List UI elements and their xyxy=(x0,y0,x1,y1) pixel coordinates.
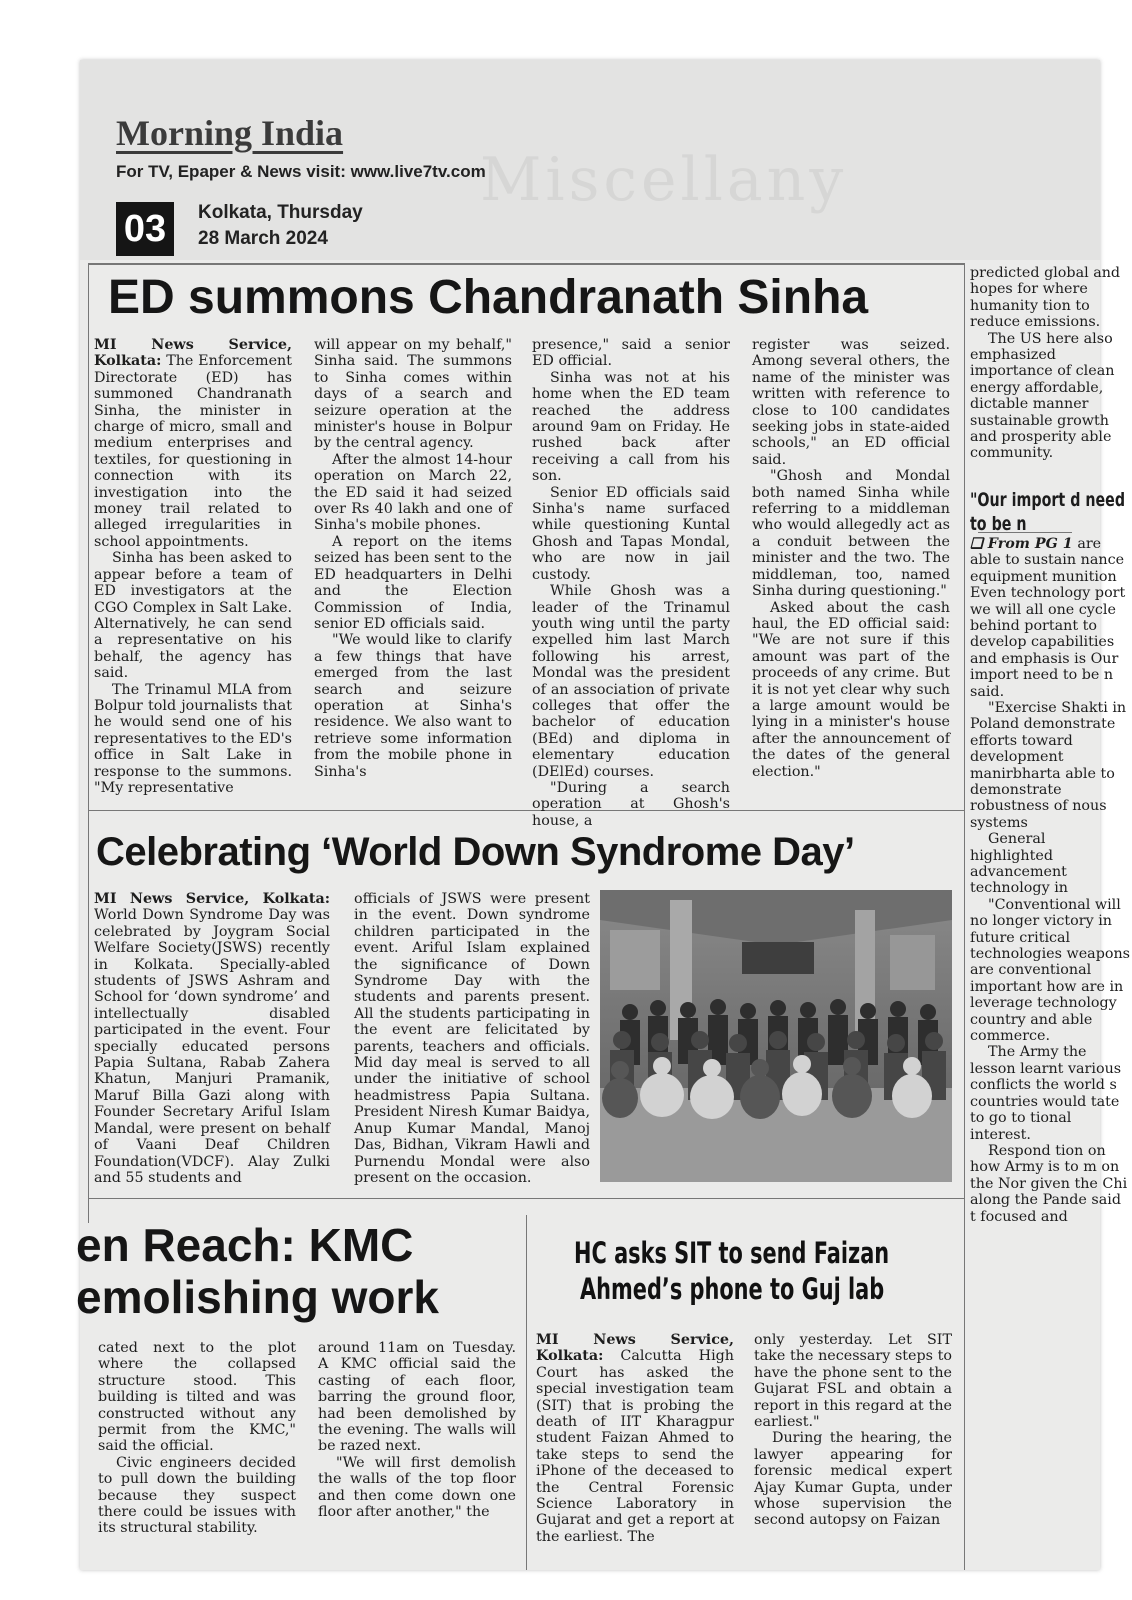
story1-column-4 xyxy=(752,337,950,807)
story1-byline: MI News Service, Kolkata: xyxy=(94,337,292,370)
story3-column-1 xyxy=(98,1340,296,1565)
dateline xyxy=(198,200,363,252)
sidebar-continuation: ❑ From PG 1 xyxy=(970,535,1073,552)
sidebar-column xyxy=(970,265,1130,1565)
story3-column-2 xyxy=(318,1340,516,1565)
story4-paragraph: Calcutta High Court has asked the special investigation team (SIT) that is probing the death of IIT Kharagpur student Faizan Ahmed to take steps to send the iPhone of the deceased to the Central Forensic Science Laboratory in Gujarat and get a report at the earliest. The xyxy=(536,1348,734,1545)
sidebar-paragraph: The US here also emphasized importance of clean energy affordable, dictable manner sustainable growth and prosperity able community. xyxy=(970,330,1115,462)
story4-headline-line1: HC asks SIT to send Faizan xyxy=(574,1236,890,1270)
story2-paragraph: World Down Syndrome Day was celebrated by Joygram Social Welfare Society(JSWS) recently in Kolkata. Specially-abled students of JSWS Ashram and School for ‘down syndrome’ and intellectually disabled participated in the event. Four specially educated persons Papia Sultana, Rabab Zahera Khatun, Manjuri Pramanik, Maruf Billa Gazi along with Founder Secretary Ariful Islam Mandal, were present on behalf of Vaani Deaf Children Foundation(VDCF). Alay Zulki and 55 students and xyxy=(94,907,330,1186)
newspaper-name: Morning India xyxy=(116,113,344,153)
sidebar-headline: "Our import d need to be n xyxy=(970,488,1126,535)
story1-paragraph: Senior ED officials said Sinha's name surfaced while questioning Kuntal Ghosh and Tapas Mondal, who are now in jail custody. xyxy=(532,484,730,583)
story1-paragraph: After the almost 14-hour operation on March 22, the ED said it had seized over Rs 40 lakh and one of Sinha's mobile phones. xyxy=(314,451,512,534)
story1-column-1 xyxy=(94,337,292,807)
story4-paragraph: During the hearing, the lawyer appearing for forensic medical expert Ajay Kumar Gupta, under whose supervision the second autopsy on Faizan xyxy=(754,1430,952,1529)
story4-byline: MI News Service, Kolkata: xyxy=(536,1332,734,1365)
event-group-photo xyxy=(600,890,952,1182)
visit-line: For TV, Epaper & News visit: www.live7tv.com xyxy=(116,162,486,181)
story2-headline: Celebrating ‘World Down Syndrome Day’ xyxy=(96,830,855,874)
sidebar-paragraph: The Army the lesson learnt various conflicts the world s countries would tate to go to tional interest. xyxy=(970,1044,1122,1143)
sidebar-paragraph: are able to sustain nance equipment munition Even technology port we will all one cycle behind portant to develop capabilities and emphasis is Our import need to be n said. xyxy=(970,535,1126,700)
story1-column-3 xyxy=(532,337,730,829)
page-number-badge: 03 xyxy=(116,202,174,256)
story3-paragraph: cated next to the plot where the collapsed structure stood. This building is tilted and was constructed without any permit from the KMC," said the official. xyxy=(98,1340,296,1455)
newspaper-page xyxy=(76,60,1131,1570)
story3-story4-divider xyxy=(526,1215,527,1570)
story1-paragraph: register was seized. Among several others, the name of the minister was written with reference to close to 100 candidates seeking jobs in state-aided schools," an ED official said. xyxy=(752,337,950,468)
story1-paragraph: Sinha has been asked to appear before a team of ED investigators at the CGO Complex in Salt Lake. Alternatively, he can send a representative on his behalf, the agency has said. xyxy=(94,550,292,682)
story1-paragraph: The Enforcement Directorate (ED) has summoned Chandranath Sinha, the minister in charge of micro, small and medium enterprises and textiles, for questioning in connection with its investigation into the money trail related to alleged irregularities in school appointments. xyxy=(94,353,292,550)
story3-paragraph: Civic engineers decided to pull down the building because they suspect there could be issues with its structural stability. xyxy=(98,1454,296,1537)
dateline-date: 28 March 2024 xyxy=(198,228,328,249)
story1-paragraph: Asked about the cash haul, the ED official said: "We are not sure if this amount was part of the proceeds of any crime. But it is not yet clear why such a large amount would be lying in a minister's house after the announcement of the dates of the general election." xyxy=(752,599,950,780)
story2-bottom-rule xyxy=(88,1198,964,1199)
top-rule xyxy=(88,263,964,265)
sidebar-paragraph: "Exercise Shakti in Poland demonstrate efforts toward development manirbharta able to demonstrate robustness of nous systems xyxy=(970,699,1127,831)
story4-headline-line2: Ahmed’s phone to Guj lab xyxy=(580,1272,885,1306)
story1-paragraph: While Ghosh was a leader of the Trinamul youth wing until the party expelled him last March following his arrest, Mondal was the president of an association of private colleges that offer the bachelor of education (BEd) and diploma in elementary education (DElEd) courses. xyxy=(532,583,730,780)
story3-paragraph: around 11am on Tuesday. A KMC official said the casting of each floor, barring the ground floor, had been demolished by the evening. The walls will be razed next. xyxy=(318,1340,516,1455)
sidebar-divider xyxy=(964,263,965,1570)
story2-byline: MI News Service, Kolkata: xyxy=(94,891,330,907)
story1-headline: ED summons Chandranath Sinha xyxy=(108,271,869,324)
story4-paragraph: only yesterday. Let SIT take the necessary steps to have the phone sent to the Gujarat FSL and obtain a report in this regard at the earliest." xyxy=(754,1332,952,1431)
story3-headline-line1: en Reach: KMC xyxy=(76,1219,414,1271)
story1-paragraph: Sinha was not at his home when the ED team reached the address around 9am on Friday. He rushed back after receiving a call from his son. xyxy=(532,369,730,485)
sidebar-paragraph: "Conventional will no longer victory in future critical technologies weapons are conventional important how are in leverage technology country and able commerce. xyxy=(970,896,1131,1045)
story1-paragraph: A report on the items seized has been sent to the ED headquarters in Delhi and the Election Commission of India, senior ED officials said. xyxy=(314,533,512,632)
story1-paragraph: The Trinamul MLA from Bolpur told journalists that he would send one of his representatives to the ED's office in Salt Lake in response to the summons. "My representative xyxy=(94,681,292,796)
sidebar-paragraph: General highlighted advancement technology in xyxy=(970,831,1068,897)
story4-column-2 xyxy=(754,1332,952,1565)
story2-column-2 xyxy=(354,891,590,1191)
sidebar-paragraph: Respond tion on how Army is to m on the Nor given the Chi along the Pande said t focused and xyxy=(970,1142,1128,1225)
story1-paragraph: presence," said a senior ED official. xyxy=(532,337,730,370)
story1-bottom-rule xyxy=(88,810,964,811)
story3-paragraph: "We will first demolish the walls of the top floor and then come down one floor after another," the xyxy=(318,1454,516,1521)
sidebar-paragraph: predicted global and hopes for where humanity tion to reduce emissions. xyxy=(970,265,1121,331)
story2-paragraph: officials of JSWS were present in the event. Down syndrome children participated in the event. Ariful Islam explained the significance of Down Syndrome Day with the students and parents present. All the students participating in the event are felicitated by parents, teachers and officials. Mid day meal is served to all under the initiative of school headmistress Papia Sultana. President Niresh Kumar Baidya, Anup Kumar Mandal, Manoj Das, Bidhan, Vikram Hawli and Purnendu Mondal were also present on the occasion. xyxy=(354,891,590,1186)
left-rule xyxy=(88,263,89,1223)
story2-column-1 xyxy=(94,891,330,1191)
story1-paragraph: will appear on my behalf," Sinha said. The summons to Sinha comes within days of a search and seizure operation at the minister's house in Bolpur by the central agency. xyxy=(314,337,512,452)
group-photo-illustration xyxy=(600,890,952,1182)
story1-paragraph: "During a search operation at Ghosh's house, a xyxy=(532,779,730,829)
story3-headline-line2: emolishing work xyxy=(76,1271,439,1323)
ghost-section-title: Miscellany xyxy=(480,145,848,215)
story1-paragraph: "We would like to clarify a few things that have emerged from the last search and seizure operation at Sinha's residence. We also want to retrieve some information from the mobile phone in Sinha's xyxy=(314,632,512,780)
story4-column-1 xyxy=(536,1332,734,1565)
story1-paragraph: "Ghosh and Mondal both named Sinha while referring to a middleman who would allegedly act as a conduit between the minister and the two. The middleman, too, named Sinha during questioning." xyxy=(752,468,950,600)
story1-column-2 xyxy=(314,337,512,807)
dateline-city-day: Kolkata, Thursday xyxy=(198,202,363,223)
